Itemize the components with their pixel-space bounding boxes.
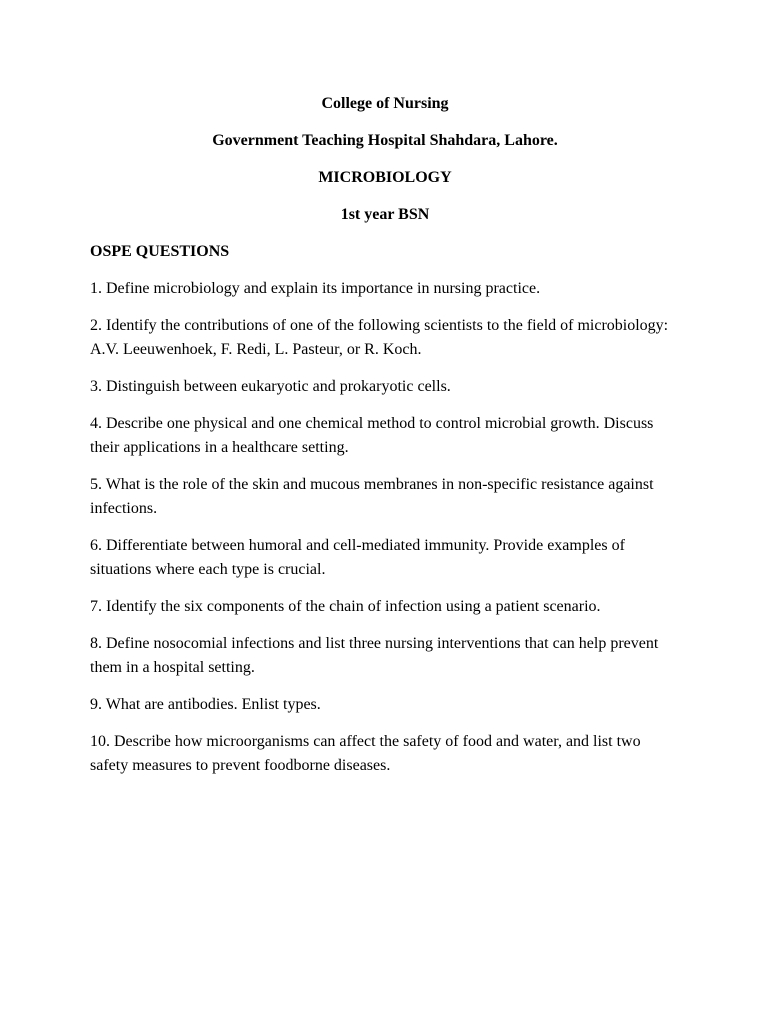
question-item: 1. Define microbiology and explain its importance in nursing practice. <box>90 280 541 297</box>
question-item: 4. Describe one physical and one chemical method to control microbial growth. Discuss their applications in a healthcare setting. <box>90 415 654 456</box>
college-name: College of Nursing <box>321 95 449 112</box>
question-item: 7. Identify the six components of the chain of infection using a patient scenario. <box>90 598 601 615</box>
question-item: 5. What is the role of the skin and mucous membranes in non-specific resistance against infections. <box>90 476 654 517</box>
program-year: 1st year BSN <box>340 206 430 223</box>
section-title: OSPE QUESTIONS <box>90 243 230 260</box>
question-item: 8. Define nosocomial infections and list three nursing interventions that can help prevent them in a hospital setting. <box>90 635 659 676</box>
question-item: 6. Differentiate between humoral and cell-mediated immunity. Provide examples of situations where each type is crucial. <box>90 537 625 578</box>
question-item: 9. What are antibodies. Enlist types. <box>90 696 321 713</box>
question-item: 3. Distinguish between eukaryotic and prokaryotic cells. <box>90 378 451 395</box>
subject-title: MICROBIOLOGY <box>318 169 452 186</box>
question-item: 2. Identify the contributions of one of the following scientists to the field of microbiology: A.V. Leeuwenhoek, F. Redi, L. Pasteur, or R. Koch. <box>90 317 669 358</box>
hospital-name: Government Teaching Hospital Shahdara, Lahore. <box>212 132 558 149</box>
document-page <box>90 92 680 791</box>
question-list <box>90 277 680 778</box>
question-item: 10. Describe how microorganisms can affect the safety of food and water, and list two safety measures to prevent foodborne diseases. <box>90 733 641 774</box>
